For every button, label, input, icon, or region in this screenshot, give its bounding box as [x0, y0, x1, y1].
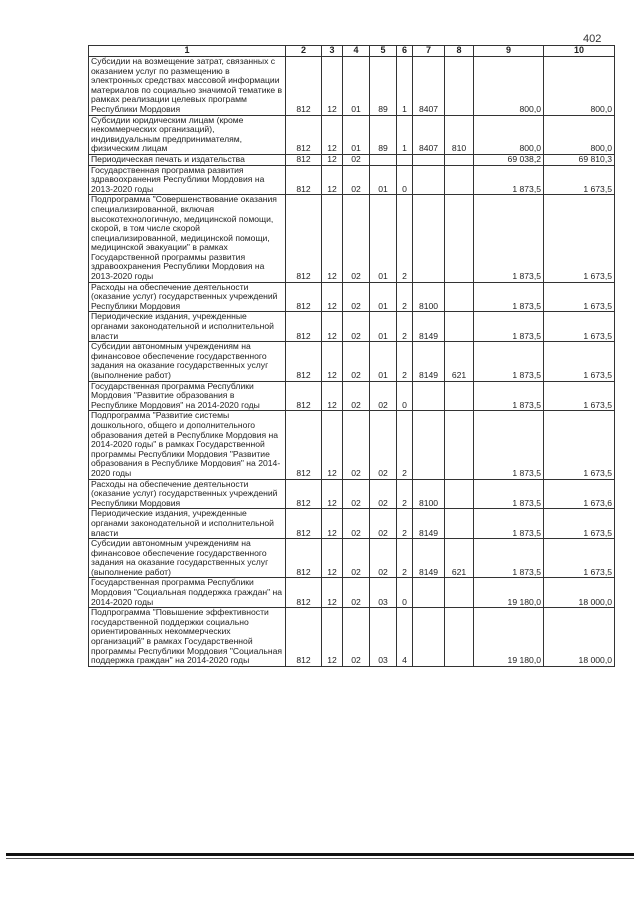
cell-sum-1: 1 873,5	[474, 342, 544, 381]
header-cell: 5	[370, 46, 397, 57]
cell-admin-code: 812	[286, 282, 322, 312]
cell-program: 02	[370, 479, 397, 509]
cell-program: 01	[370, 312, 397, 342]
cell-program: 01	[370, 165, 397, 195]
cell-expense-type: 621	[445, 539, 474, 578]
cell-section: 12	[322, 539, 343, 578]
cell-sum-1: 1 873,5	[474, 509, 544, 539]
cell-program: 03	[370, 578, 397, 608]
table-row	[89, 539, 615, 578]
cell-program: 01	[370, 342, 397, 381]
cell-section: 12	[322, 115, 343, 154]
cell-sum-1: 19 180,0	[474, 578, 544, 608]
cell-program: 01	[370, 195, 397, 282]
cell-name: Субсидии юридическим лицам (кроме некоммерческих организаций), индивидуальным предпринимателям, физическим лицам	[89, 115, 286, 154]
cell-subsection: 02	[343, 608, 370, 667]
cell-subprogram: 0	[397, 165, 413, 195]
cell-sum-2: 18 000,0	[544, 578, 615, 608]
cell-program: 02	[370, 411, 397, 479]
cell-name: Периодические издания, учрежденные органами законодательной и исполнительной власти	[89, 509, 286, 539]
cell-sum-1: 1 873,5	[474, 312, 544, 342]
table-row	[89, 509, 615, 539]
cell-sum-1: 19 180,0	[474, 608, 544, 667]
cell-sum-2: 800,0	[544, 115, 615, 154]
cell-expense-type: 621	[445, 342, 474, 381]
cell-subsection: 02	[343, 479, 370, 509]
cell-name: Субсидии автономным учреждениям на финансовое обеспечение государственного задания на оказание государственных услуг (выполнение работ)	[89, 539, 286, 578]
cell-subsection: 01	[343, 57, 370, 116]
cell-sum-2: 1 673,6	[544, 479, 615, 509]
table-row	[89, 165, 615, 195]
cell-name: Субсидии автономным учреждениям на финансовое обеспечение государственного задания на оказание государственных услуг (выполнение работ)	[89, 342, 286, 381]
cell-subsection: 01	[343, 115, 370, 154]
cell-sum-2: 1 673,5	[544, 411, 615, 479]
cell-name: Государственная программа Республики Мордовия "Развитие образования в Республике Мордовия" на 2014-2020 годы	[89, 381, 286, 411]
cell-subsection: 02	[343, 154, 370, 165]
cell-sum-1: 1 873,5	[474, 411, 544, 479]
table-row	[89, 342, 615, 381]
cell-expense-type	[445, 154, 474, 165]
cell-section: 12	[322, 154, 343, 165]
cell-sum-2: 69 810,3	[544, 154, 615, 165]
cell-admin-code: 812	[286, 608, 322, 667]
cell-program	[370, 154, 397, 165]
cell-program: 02	[370, 509, 397, 539]
cell-subprogram: 2	[397, 411, 413, 479]
cell-target-item: 8149	[413, 539, 445, 578]
cell-sum-1: 1 873,5	[474, 381, 544, 411]
cell-program: 89	[370, 115, 397, 154]
cell-section: 12	[322, 342, 343, 381]
cell-section: 12	[322, 578, 343, 608]
table-body	[89, 57, 615, 667]
cell-sum-2: 1 673,5	[544, 312, 615, 342]
cell-sum-2: 800,0	[544, 57, 615, 116]
cell-admin-code: 812	[286, 411, 322, 479]
cell-expense-type: 810	[445, 115, 474, 154]
cell-admin-code: 812	[286, 479, 322, 509]
bottom-rule	[6, 853, 634, 856]
cell-subprogram: 0	[397, 381, 413, 411]
table-row	[89, 578, 615, 608]
cell-expense-type	[445, 165, 474, 195]
page-number: 402	[583, 33, 602, 45]
cell-target-item	[413, 578, 445, 608]
cell-sum-2: 1 673,5	[544, 539, 615, 578]
cell-sum-2: 18 000,0	[544, 608, 615, 667]
budget-table	[88, 45, 615, 667]
cell-expense-type	[445, 195, 474, 282]
cell-subsection: 02	[343, 312, 370, 342]
cell-section: 12	[322, 509, 343, 539]
cell-name: Подпрограмма "Развитие системы дошкольного, общего и дополнительного образования детей в Республике Мордовия на 2014-2020 годы" в рамках Государственной программы Республики Мордовия "Развитие образования в Республике Мордовия" на 2014-2020 годы	[89, 411, 286, 479]
cell-name: Подпрограмма "Повышение эффективности государственной поддержки социально ориентированных некоммерческих организаций" в рамках Государственной программы Республики Мордовия "Социальная поддержка граждан" на 2014-2020 годы	[89, 608, 286, 667]
cell-subsection: 02	[343, 282, 370, 312]
cell-section: 12	[322, 608, 343, 667]
cell-sum-2: 1 673,5	[544, 509, 615, 539]
header-cell: 10	[544, 46, 615, 57]
cell-subsection: 02	[343, 165, 370, 195]
header-cell: 9	[474, 46, 544, 57]
cell-sum-2: 1 673,5	[544, 381, 615, 411]
cell-sum-1: 1 873,5	[474, 479, 544, 509]
cell-target-item: 8407	[413, 57, 445, 116]
cell-subsection: 02	[343, 509, 370, 539]
cell-subprogram: 2	[397, 195, 413, 282]
cell-admin-code: 812	[286, 381, 322, 411]
cell-target-item	[413, 195, 445, 282]
cell-admin-code: 812	[286, 154, 322, 165]
cell-name: Подпрограмма "Совершенствование оказания специализированной, включая высокотехнологичную, медицинской помощи, скорой, в том числе скорой специализированной, медицинской помощи, медицинской эвакуации" в рамках Государственной программы развития здравоохранения Республики Мордовия на 2013-2020 годы	[89, 195, 286, 282]
cell-subprogram: 2	[397, 342, 413, 381]
cell-section: 12	[322, 57, 343, 116]
table-row	[89, 411, 615, 479]
table-row	[89, 381, 615, 411]
cell-subprogram: 1	[397, 57, 413, 116]
header-cell: 2	[286, 46, 322, 57]
cell-target-item	[413, 411, 445, 479]
header-cell: 3	[322, 46, 343, 57]
cell-target-item: 8149	[413, 312, 445, 342]
cell-subsection: 02	[343, 342, 370, 381]
cell-expense-type	[445, 411, 474, 479]
cell-subprogram: 1	[397, 115, 413, 154]
cell-sum-1: 69 038,2	[474, 154, 544, 165]
cell-admin-code: 812	[286, 539, 322, 578]
table-row	[89, 57, 615, 116]
cell-target-item	[413, 154, 445, 165]
cell-sum-1: 1 873,5	[474, 282, 544, 312]
cell-target-item: 8149	[413, 342, 445, 381]
cell-section: 12	[322, 381, 343, 411]
header-cell: 4	[343, 46, 370, 57]
cell-target-item: 8407	[413, 115, 445, 154]
cell-sum-2: 1 673,5	[544, 342, 615, 381]
cell-subprogram: 0	[397, 578, 413, 608]
table-row	[89, 479, 615, 509]
cell-name: Субсидии на возмещение затрат, связанных с оказанием услуг по размещению в электронных средствах массовой информации материалов по социально значимой тематике в рамках реализации целевых программ Республики Мордовия	[89, 57, 286, 116]
cell-admin-code: 812	[286, 312, 322, 342]
cell-section: 12	[322, 479, 343, 509]
table-row	[89, 282, 615, 312]
bottom-rule-thin	[6, 858, 634, 859]
cell-sum-2: 1 673,5	[544, 282, 615, 312]
cell-program: 02	[370, 381, 397, 411]
table-row	[89, 154, 615, 165]
cell-subprogram: 2	[397, 312, 413, 342]
cell-subprogram	[397, 154, 413, 165]
cell-target-item	[413, 381, 445, 411]
cell-subsection: 02	[343, 411, 370, 479]
cell-name: Государственная программа развития здравоохранения Республики Мордовия на 2013-2020 годы	[89, 165, 286, 195]
cell-target-item	[413, 165, 445, 195]
table-row	[89, 195, 615, 282]
header-cell: 8	[445, 46, 474, 57]
cell-section: 12	[322, 165, 343, 195]
cell-admin-code: 812	[286, 115, 322, 154]
cell-subprogram: 2	[397, 509, 413, 539]
cell-section: 12	[322, 282, 343, 312]
cell-admin-code: 812	[286, 165, 322, 195]
cell-program: 01	[370, 282, 397, 312]
cell-program: 89	[370, 57, 397, 116]
cell-subprogram: 2	[397, 539, 413, 578]
cell-expense-type	[445, 479, 474, 509]
cell-expense-type	[445, 509, 474, 539]
cell-expense-type	[445, 608, 474, 667]
cell-target-item	[413, 608, 445, 667]
cell-sum-2: 1 673,5	[544, 195, 615, 282]
cell-expense-type	[445, 381, 474, 411]
table-row	[89, 115, 615, 154]
cell-name: Расходы на обеспечение деятельности (оказание услуг) государственных учреждений Республики Мордовия	[89, 282, 286, 312]
cell-target-item: 8100	[413, 479, 445, 509]
cell-sum-1: 800,0	[474, 57, 544, 116]
cell-section: 12	[322, 411, 343, 479]
cell-subsection: 02	[343, 539, 370, 578]
cell-subprogram: 2	[397, 479, 413, 509]
cell-target-item: 8149	[413, 509, 445, 539]
cell-section: 12	[322, 195, 343, 282]
cell-sum-2: 1 673,5	[544, 165, 615, 195]
cell-subsection: 02	[343, 381, 370, 411]
cell-sum-1: 1 873,5	[474, 539, 544, 578]
cell-admin-code: 812	[286, 509, 322, 539]
cell-section: 12	[322, 312, 343, 342]
cell-subsection: 02	[343, 195, 370, 282]
cell-target-item: 8100	[413, 282, 445, 312]
cell-admin-code: 812	[286, 195, 322, 282]
cell-program: 03	[370, 608, 397, 667]
header-cell: 7	[413, 46, 445, 57]
cell-name: Государственная программа Республики Мордовия "Социальная поддержка граждан" на 2014-2020 годы	[89, 578, 286, 608]
cell-sum-1: 800,0	[474, 115, 544, 154]
cell-name: Расходы на обеспечение деятельности (оказание услуг) государственных учреждений Республики Мордовия	[89, 479, 286, 509]
cell-program: 02	[370, 539, 397, 578]
cell-name: Периодическая печать и издательства	[89, 154, 286, 165]
cell-expense-type	[445, 282, 474, 312]
header-row	[89, 46, 615, 57]
cell-admin-code: 812	[286, 57, 322, 116]
cell-admin-code: 812	[286, 342, 322, 381]
header-cell: 6	[397, 46, 413, 57]
cell-admin-code: 812	[286, 578, 322, 608]
cell-sum-1: 1 873,5	[474, 165, 544, 195]
cell-expense-type	[445, 312, 474, 342]
cell-name: Периодические издания, учрежденные органами законодательной и исполнительной власти	[89, 312, 286, 342]
table-row	[89, 312, 615, 342]
table-row	[89, 608, 615, 667]
cell-sum-1: 1 873,5	[474, 195, 544, 282]
header-cell: 1	[89, 46, 286, 57]
cell-expense-type	[445, 578, 474, 608]
cell-subsection: 02	[343, 578, 370, 608]
cell-expense-type	[445, 57, 474, 116]
cell-subprogram: 2	[397, 282, 413, 312]
cell-subprogram: 4	[397, 608, 413, 667]
